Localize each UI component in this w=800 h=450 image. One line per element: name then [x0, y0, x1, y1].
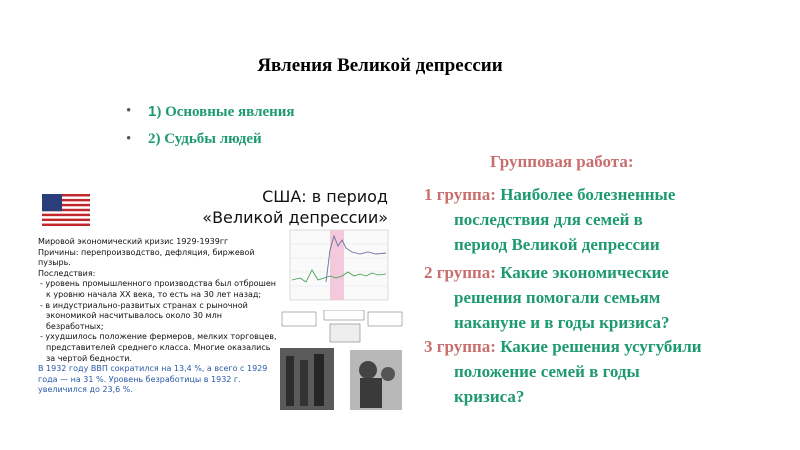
item-number: 1 [148, 103, 157, 120]
group-text: решения помогали семьям [454, 288, 661, 307]
embedded-slide [28, 182, 388, 412]
slide-title [158, 186, 388, 228]
slide-highlight: В 1932 году ВВП сократился на 13,4 %, а всего с 1929 года — на 31 %. Уровень безработицы в 1932 г. увеличился до 23,6 %. [38, 364, 268, 395]
group-work-heading: Групповая работа: [490, 152, 634, 171]
list-item [120, 126, 295, 153]
group-text: Наиболее болезненные [500, 185, 676, 204]
slide-line: Причины: перепроизводство, дефляция, биржевой пузырь. [38, 247, 255, 268]
slide-line: - уровень промышленного производства был отброшен к уровню начала XX века, то есть на 30 лет назад; [40, 279, 277, 299]
slide-line: - в индустриально-развитых странах с рыночной экономикой насчитывалось около 30 млн безработных; [40, 300, 248, 331]
group-label: 3 группа: [424, 337, 496, 356]
group-text: последствия для семей в [454, 210, 643, 229]
slide-title-line: «Великой депрессии» [202, 208, 388, 227]
slide-title-line: США: в период [262, 187, 388, 206]
group-task-1 [424, 182, 675, 257]
group-text: период Великой депрессии [454, 235, 660, 254]
list-item [120, 98, 295, 126]
group-text: Какие экономические [500, 263, 669, 282]
depression-photos-image [280, 310, 404, 410]
slide-line: - ухудшилось положение фермеров, мелких торговцев, представителей среднего класса. Многие оказались за чертой бедности. [40, 332, 277, 363]
group-label: 2 группа: [424, 263, 496, 282]
group-task-3 [424, 334, 702, 409]
group-text: накануне и в годы кризиса? [454, 313, 670, 332]
slide-line: Мировой экономический кризис 1929-1939гг [38, 237, 229, 246]
group-text: Какие решения усугубили [500, 337, 702, 356]
economic-chart-image [282, 226, 390, 310]
item-text: ) Судьбы людей [155, 131, 262, 147]
slide-line: Последствия: [38, 268, 96, 278]
usa-flag-image [42, 194, 90, 226]
group-text: положение семей в годы [454, 362, 640, 381]
page-title: Явления Великой депрессии [257, 55, 503, 76]
item-text: ) Основные явления [156, 104, 295, 120]
group-task-2 [424, 260, 670, 335]
topic-list [120, 98, 295, 153]
group-label: 1 группа: [424, 185, 496, 204]
slide-body [38, 237, 278, 396]
group-text: кризиса? [454, 387, 525, 406]
item-number: 2 [148, 131, 156, 147]
